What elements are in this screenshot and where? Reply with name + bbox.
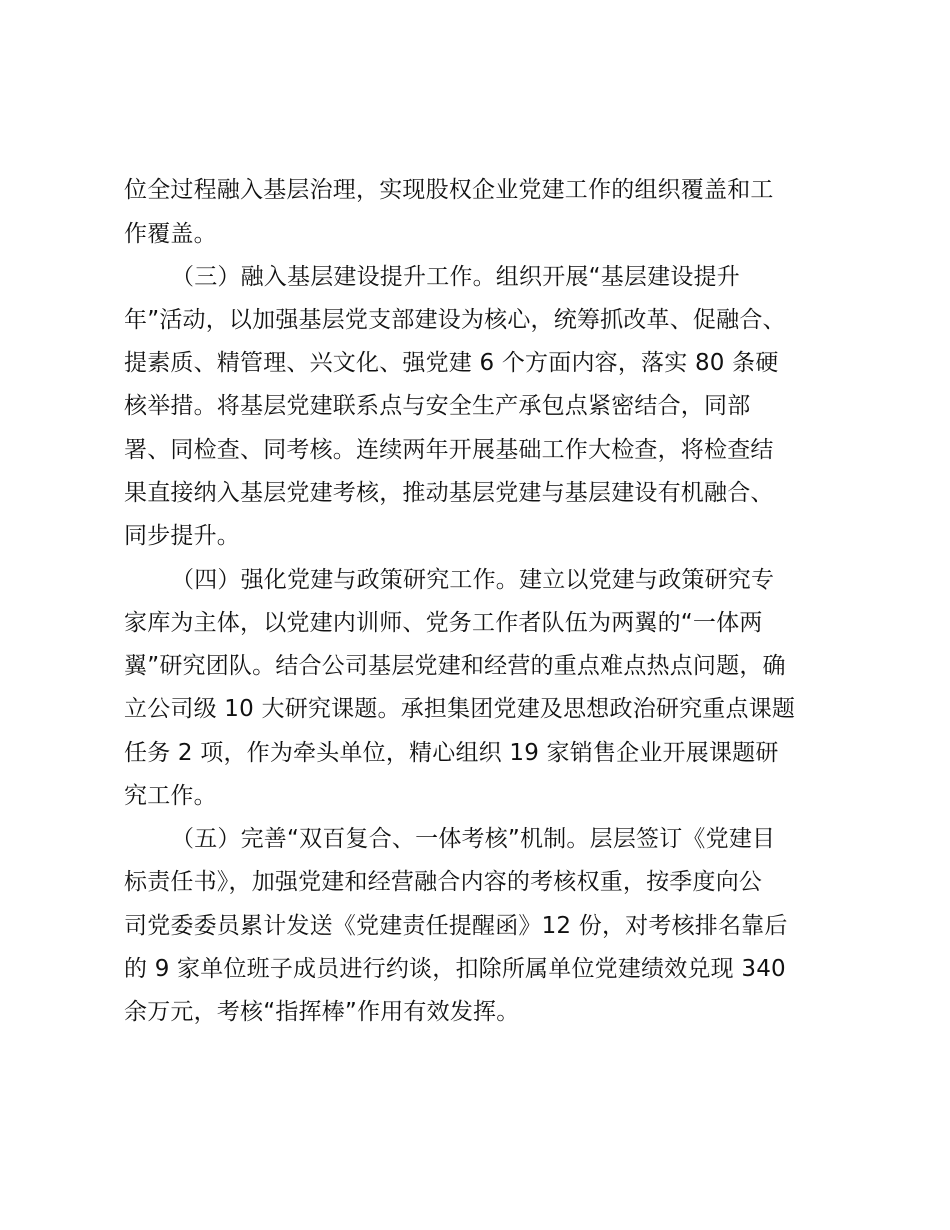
paragraph-3-line-2: 年”活动，以加强基层党支部建设为核心，统筹抓改革、促融合、 <box>124 307 786 333</box>
paragraph-5-line-4: 的 9 家单位班子成员进行约谈，扣除所属单位党建绩效兑现 340 <box>124 956 786 982</box>
paragraph-3-line-5: 署、同检查、同考核。连续两年开展基础工作大检查，将检查结 <box>124 437 774 463</box>
paragraph-4-line-4: 立公司级 10 大研究课题。承担集团党建及思想政治研究重点课题 <box>124 696 796 722</box>
paragraph-4-line-3: 翼”研究团队。结合公司基层党建和经营的重点难点热点问题，确 <box>124 653 786 679</box>
paragraph-4-line-1: （四）强化党建与政策研究工作。建立以党建与政策研究专 <box>171 567 775 593</box>
paragraph-3-line-1: （三）融入基层建设提升工作。组织开展“基层建设提升 <box>171 264 740 290</box>
paragraph-3-line-7: 同步提升。 <box>124 523 240 549</box>
paragraph-5-line-3: 司党委委员累计发送《党建责任提醒函》12 份，对考核排名靠后 <box>124 913 788 939</box>
paragraph-4-line-6: 究工作。 <box>124 783 217 809</box>
paragraph-5-line-2: 标责任书》，加强党建和经营融合内容的考核权重，按季度向公 <box>124 869 763 895</box>
paragraph-3-line-3: 提素质、精管理、兴文化、强党建 6 个方面内容，落实 80 条硬 <box>124 350 779 376</box>
paragraph-3-line-4: 核举措。将基层党建联系点与安全生产承包点紧密结合，同部 <box>124 393 751 419</box>
paragraph-2-line-1: 位全过程融入基层治理，实现股权企业党建工作的组织覆盖和工 <box>124 177 774 203</box>
paragraph-4-line-5: 任务 2 项，作为牵头单位，精心组织 19 家销售企业开展课题研 <box>124 740 779 766</box>
paragraph-4-line-2: 家库为主体，以党建内训师、党务工作者队伍为两翼的“一体两 <box>124 610 763 636</box>
paragraph-5-line-1: （五）完善“双百复合、一体考核”机制。层层签订《党建目 <box>171 826 776 852</box>
paragraph-5-line-5: 余万元，考核“指挥棒”作用有效发挥。 <box>124 999 520 1025</box>
paragraph-3-line-6: 果直接纳入基层党建考核，推动基层党建与基层建设有机融合、 <box>124 480 774 506</box>
paragraph-2-line-2: 作覆盖。 <box>124 221 217 247</box>
